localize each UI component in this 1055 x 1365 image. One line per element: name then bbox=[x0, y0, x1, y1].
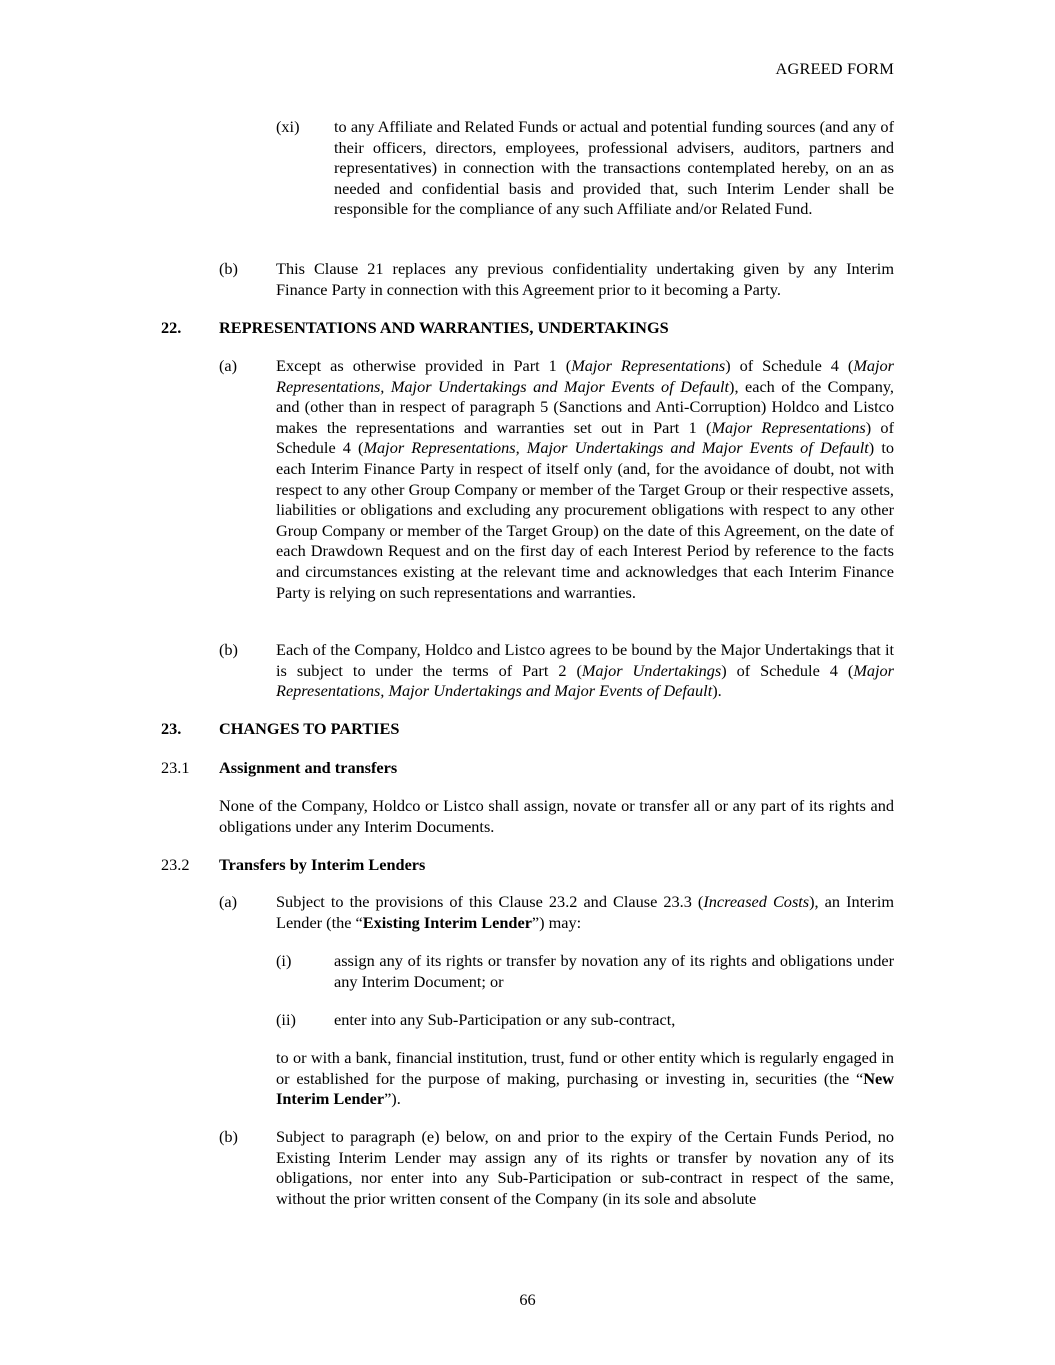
subclause-title: Assignment and transfers bbox=[219, 758, 398, 777]
clause-title: REPRESENTATIONS AND WARRANTIES, UNDERTAKINGS bbox=[219, 318, 669, 337]
clause-23-2-item-b bbox=[219, 1127, 894, 1209]
item-text: assign any of its rights or transfer by novation any of its rights and obligations under any Interim Document; or bbox=[334, 951, 894, 991]
page-number: 66 bbox=[519, 1290, 536, 1309]
clause-title: CHANGES TO PARTIES bbox=[219, 719, 400, 738]
clause-23-2-heading bbox=[161, 855, 894, 876]
item-text: This Clause 21 replaces any previous confidentiality undertaking given by any Interim Finance Party in connection with this Agreement prior to it becoming a Party. bbox=[276, 259, 894, 299]
item-label: (i) bbox=[276, 951, 292, 970]
item-label: (a) bbox=[219, 356, 238, 375]
item-label: (xi) bbox=[276, 117, 300, 136]
clause-22-item-a bbox=[219, 356, 894, 603]
item-label: (ii) bbox=[276, 1010, 296, 1029]
item-label: (a) bbox=[219, 892, 238, 911]
clause-23-2-item-a-i bbox=[276, 951, 894, 992]
item-label: (b) bbox=[219, 1127, 238, 1146]
clause-22-heading bbox=[161, 318, 894, 339]
item-text: enter into any Sub-Participation or any sub-contract, bbox=[334, 1010, 676, 1029]
item-text: Subject to the provisions of this Clause 23.2 and Clause 23.3 (Increased Costs), an Interim Lender (the “Existing Interim Lender”) may: bbox=[276, 892, 895, 932]
subclause-number: 23.1 bbox=[161, 758, 190, 777]
item-label: (b) bbox=[219, 259, 238, 278]
clause-21-item-b bbox=[219, 259, 894, 300]
subclause-number: 23.2 bbox=[161, 855, 190, 874]
clause-23-2-item-a-continuation: to or with a bank, financial institution, trust, fund or other entity which is regularly engaged in or established for the purpose of making, purchasing or investing in, securities (the “New Interim Lender”). bbox=[276, 1048, 894, 1109]
clause-23-1-text: None of the Company, Holdco or Listco shall assign, novate or transfer all or any part of its rights and obligations under any Interim Documents. bbox=[219, 796, 894, 836]
agreed-form-header: AGREED FORM bbox=[775, 59, 894, 78]
clause-number: 22. bbox=[161, 318, 182, 337]
clause-23-1-heading bbox=[161, 758, 894, 779]
clause-22-item-b bbox=[219, 640, 894, 702]
clause-23-2-item-a bbox=[219, 892, 894, 933]
clause-23-heading bbox=[161, 719, 894, 740]
item-text: Except as otherwise provided in Part 1 (Major Representations) of Schedule 4 (Major Representations, Major Undertakings and Major Events of Default), each of the Company, and (other than in respect of paragraph 5 (Sanctions and Anti-Corruption) Holdco and Listco makes the representations and warranties set out in Part 1 (Major Representations) of Schedule 4 (Major Representations, Major Undertakings and Major Events of Default) to each Interim Finance Party in respect of itself only (and, for the avoidance of doubt, not with respect to any other Group Company or member of the Target Group or their respective assets, liabilities or obligations and excluding any procurement obligations with respect to any other Group Company or member of the Target Group) on the date of this Agreement, on the date of each Drawdown Request and on the first day of each Interest Period by reference to the facts and circumstances existing at the relevant time and acknowledges that each Interim Finance Party is relying on such representations and warranties. bbox=[276, 356, 895, 602]
item-label: (b) bbox=[219, 640, 238, 659]
clause-number: 23. bbox=[161, 719, 182, 738]
clause-23-2-item-a-ii bbox=[276, 1010, 894, 1031]
clause-21-item-xi bbox=[276, 117, 894, 220]
subclause-title: Transfers by Interim Lenders bbox=[219, 855, 426, 874]
item-text: Each of the Company, Holdco and Listco agrees to be bound by the Major Undertakings that it is subject to under the terms of Part 2 (Major Undertakings) of Schedule 4 (Major Representations, Major Undertakings and Major Events of Default). bbox=[276, 640, 895, 701]
item-text: to any Affiliate and Related Funds or actual and potential funding sources (and any of their officers, directors, employees, professional advisers, auditors, partners and representatives) in connection with the transactions contemplated hereby, on an as needed and confidential basis and provided that, such Interim Lender shall be responsible for the compliance of any such Affiliate and/or Related Fund. bbox=[334, 117, 894, 219]
item-text: Subject to paragraph (e) below, on and prior to the expiry of the Certain Funds Period, no Existing Interim Lender may assign any of its rights or transfer by novation any of its obligations, nor enter into any Sub-Participation or sub-contract in respect of the same, without the prior written consent of the Company (in its sole and absolute bbox=[276, 1127, 894, 1208]
